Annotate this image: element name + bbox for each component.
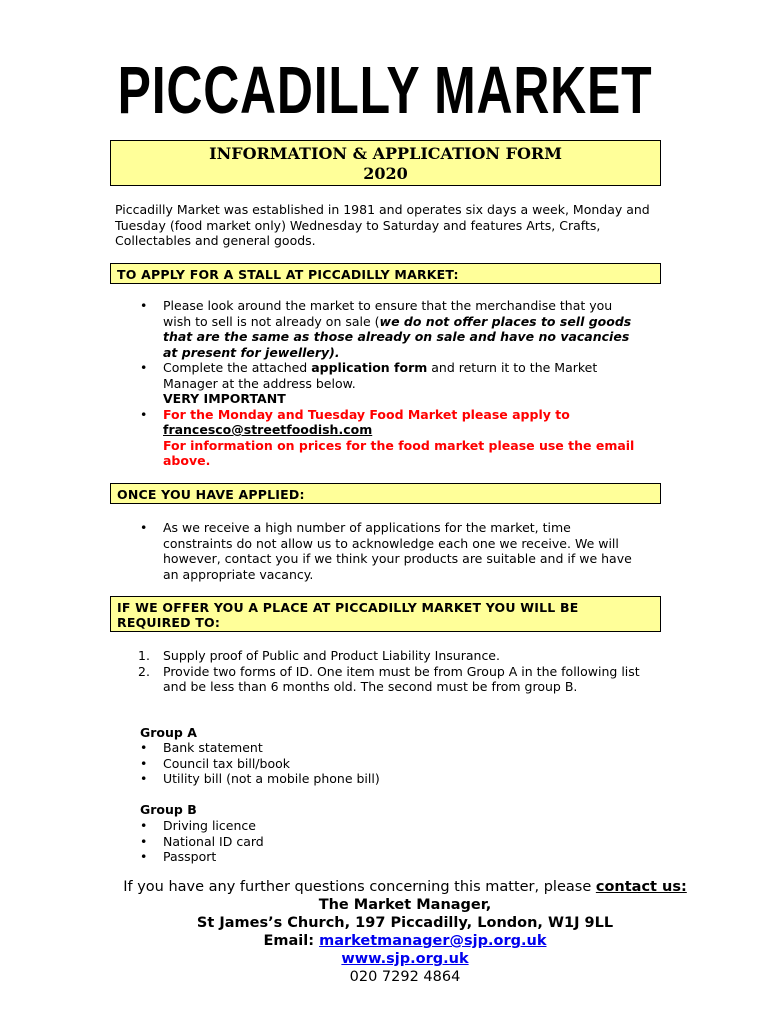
list-item: • National ID card	[138, 834, 538, 850]
group-b-title: Group B	[140, 802, 197, 817]
applied-heading-text: ONCE YOU HAVE APPLIED:	[117, 487, 305, 502]
food-market-email-link[interactable]: francesco@streetfoodish.com	[163, 422, 373, 437]
requirement-text: Provide two forms of ID. One item must be from Group A in the following list and be less than 6 months old. The second must be from group B.	[163, 663, 640, 694]
apply-item2-bold: application form	[311, 360, 428, 375]
food-market-prices-note: For information on prices for the food market please use the email above.	[163, 437, 635, 468]
group-a-list	[138, 740, 538, 787]
group-b-list	[138, 818, 538, 865]
manager-name: The Market Manager,	[318, 897, 492, 913]
list-item: • Utility bill (not a mobile phone bill)	[138, 771, 538, 787]
contact-us-link[interactable]: contact us:	[595, 879, 687, 895]
list-item: • Council tax bill/book	[138, 756, 538, 772]
contact-question	[110, 878, 700, 896]
group-a-title: Group A	[140, 725, 197, 740]
form-header-year: 2020	[363, 164, 408, 183]
email-line	[110, 932, 700, 950]
list-number: 1.	[138, 648, 150, 663]
intro-paragraph: Piccadilly Market was established in 1981 and operates six days a week, Monday and Tuesday (food market only) Wednesday to Saturday and features Arts, Crafts, Collectables and general goods.	[115, 202, 650, 248]
applied-section-heading	[110, 483, 661, 504]
contact-footer	[110, 878, 700, 986]
requirements-list	[138, 648, 648, 695]
apply-item1-emphasis: we do not offer places to sell goods that are the same as those already on sale and have no vacancies at present for jewellery).	[163, 313, 632, 360]
list-item: • As we receive a high number of applications for the market, time constraints do not allow us to acknowledge each one we receive. We will however, contact you if we think your products are suitable and if we have an appropriate vacancy.	[138, 520, 643, 582]
website-line	[110, 950, 700, 968]
website-link[interactable]: www.sjp.org.uk	[341, 951, 469, 967]
apply-section-heading	[110, 263, 661, 284]
apply-item2-post: and return it to the Market Manager at the address below.	[163, 360, 598, 391]
manager-address: St James’s Church, 197 Piccadilly, London, W1J 9LL	[196, 915, 614, 931]
list-number: 2.	[138, 663, 150, 679]
list-item	[138, 360, 638, 407]
offer-section-heading	[110, 596, 661, 632]
very-important-note: VERY IMPORTANT	[163, 391, 286, 406]
apply-heading-text: TO APPLY FOR A STALL AT PICCADILLY MARKET:	[117, 267, 459, 282]
apply-list	[138, 298, 638, 469]
list-item: • Passport	[138, 849, 538, 865]
page-title: PICCADILLY MARKET	[117, 52, 653, 128]
food-market-note: For the Monday and Tuesday Food Market please apply to	[163, 406, 570, 422]
list-item: • Driving licence	[138, 818, 538, 834]
requirement-text: Supply proof of Public and Product Liability Insurance.	[163, 648, 500, 663]
list-item	[138, 298, 638, 360]
offer-heading-text: IF WE OFFER YOU A PLACE AT PICCADILLY MARKET YOU WILL BE REQUIRED TO:	[117, 600, 579, 630]
list-item: • Bank statement	[138, 740, 538, 756]
list-item	[138, 664, 648, 695]
email-label: Email:	[263, 933, 320, 949]
email-link[interactable]: marketmanager@sjp.org.uk	[319, 933, 547, 949]
form-header-title: INFORMATION & APPLICATION FORM	[209, 144, 562, 163]
list-item	[138, 648, 648, 664]
list-item	[138, 407, 638, 469]
apply-item2-pre: Complete the attached	[163, 360, 312, 375]
question-text: If you have any further questions concerning this matter, please	[123, 879, 596, 895]
apply-item1-text: Please look around the market to ensure that the merchandise that you wish to sell is not already on sale (	[163, 298, 613, 329]
form-header-box	[110, 140, 661, 186]
phone-number: 020 7292 4864	[349, 969, 461, 985]
applied-list	[138, 520, 643, 582]
